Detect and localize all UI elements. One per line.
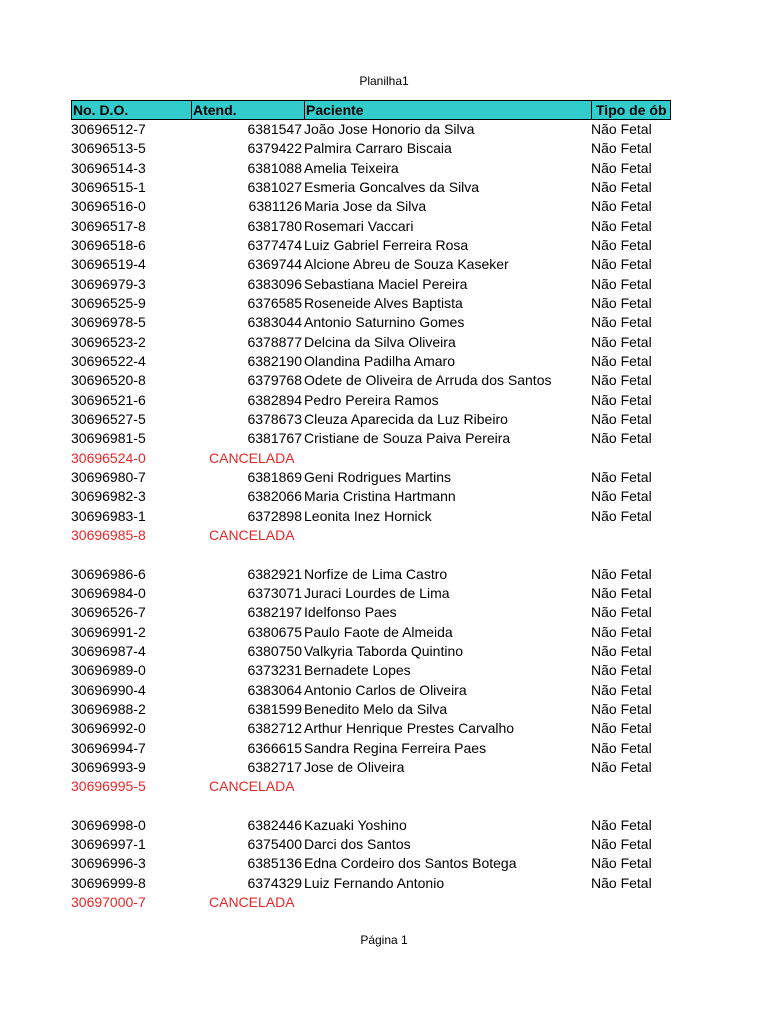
blank-row: [71, 796, 671, 815]
cell-no-do[interactable]: 30696522-4: [71, 352, 146, 369]
cell-paciente[interactable]: Leonita Inez Hornick: [304, 507, 432, 524]
cell-atend[interactable]: 6382921: [247, 565, 302, 582]
cell-tipo[interactable]: Não Fetal: [591, 874, 652, 891]
cell-paciente[interactable]: Esmeria Goncalves da Silva: [304, 178, 480, 195]
cell-no-do[interactable]: 30696989-0: [71, 662, 146, 679]
cell-atend[interactable]: CANCELADA: [209, 449, 295, 466]
cell-atend[interactable]: 6381027: [247, 178, 302, 195]
table-row: [71, 391, 671, 410]
cell-tipo[interactable]: Não Fetal: [591, 623, 652, 640]
cancelled-row: [71, 526, 671, 545]
cell-atend[interactable]: 6373231: [247, 662, 302, 679]
table-row: [71, 758, 671, 777]
cell-no-do[interactable]: 30696988-2: [71, 700, 146, 717]
table-row: [71, 661, 671, 680]
cell-tipo[interactable]: [591, 449, 670, 468]
column-header-atend[interactable]: Atend.: [191, 101, 304, 119]
cell-atend[interactable]: 6382190: [247, 352, 302, 369]
cell-atend[interactable]: 6376585: [247, 294, 302, 311]
cell-atend[interactable]: 6373071: [247, 584, 302, 601]
cell-tipo[interactable]: Não Fetal: [591, 662, 652, 679]
cell-paciente[interactable]: João Jose Honorio da Silva: [304, 121, 475, 137]
table-row: [71, 739, 671, 758]
cell-paciente[interactable]: Amelia Teixeira: [304, 159, 399, 176]
cell-atend[interactable]: 6382717: [247, 758, 302, 775]
cell-paciente[interactable]: Arthur Henrique Prestes Carvalho: [304, 720, 515, 737]
cell-paciente[interactable]: Delcina da Silva Oliveira: [304, 333, 456, 350]
cell-tipo[interactable]: Não Fetal: [591, 275, 652, 292]
cell-atend[interactable]: 6381599: [247, 700, 302, 717]
cell-atend[interactable]: 6369744: [247, 256, 302, 273]
blank-row: [71, 545, 671, 564]
cell-paciente[interactable]: Alcione Abreu de Souza Kaseker: [304, 256, 509, 273]
cell-atend[interactable]: 6375400: [247, 836, 302, 853]
cell-no-do[interactable]: 30696991-2: [71, 623, 146, 640]
cell-paciente[interactable]: [302, 449, 591, 468]
cell-no-do[interactable]: 30696516-0: [71, 198, 146, 215]
cell-paciente[interactable]: Luiz Gabriel Ferreira Rosa: [304, 236, 469, 253]
cell-no-do[interactable]: 30696987-4: [71, 642, 146, 659]
cancelled-row: [71, 449, 671, 468]
table-row: [71, 603, 671, 622]
cell-no-do[interactable]: 30696999-8: [71, 874, 146, 891]
cell-paciente[interactable]: Palmira Carraro Biscaia: [304, 140, 452, 157]
table-row: [71, 816, 671, 835]
table-row: [71, 294, 671, 313]
cell-tipo[interactable]: Não Fetal: [591, 294, 652, 311]
cell-paciente[interactable]: Olandina Padilha Amaro: [304, 352, 455, 369]
cell-no-do[interactable]: 30696979-3: [71, 275, 146, 292]
cell-atend[interactable]: 6382894: [247, 391, 302, 408]
cell-no-do[interactable]: 30696513-5: [71, 140, 146, 157]
cell-paciente[interactable]: Bernadete Lopes: [304, 662, 411, 679]
cell-paciente[interactable]: Sandra Regina Ferreira Paes: [304, 739, 487, 756]
cell-atend[interactable]: 6379422: [247, 140, 302, 157]
cell-no-do[interactable]: 30696986-6: [71, 565, 146, 582]
cell-no-do[interactable]: 30696993-9: [71, 758, 146, 775]
cell-paciente[interactable]: [302, 526, 591, 545]
cell-no-do[interactable]: 30696525-9: [71, 294, 146, 311]
cell-no-do[interactable]: 30696984-0: [71, 584, 146, 601]
cell-tipo[interactable]: Não Fetal: [591, 236, 652, 253]
cell-tipo[interactable]: Não Fetal: [591, 314, 652, 331]
cell-atend[interactable]: 6383096: [247, 275, 302, 292]
cell-paciente[interactable]: [302, 893, 591, 912]
cell-tipo[interactable]: Não Fetal: [591, 372, 652, 389]
cell-paciente[interactable]: Darci dos Santos: [304, 836, 411, 853]
cell-no-do[interactable]: 30696526-7: [71, 604, 146, 621]
cell-tipo[interactable]: Não Fetal: [591, 333, 652, 350]
cell-atend[interactable]: CANCELADA: [209, 778, 295, 795]
cell-tipo[interactable]: Não Fetal: [591, 758, 652, 775]
cell-atend[interactable]: 6378673: [247, 410, 302, 427]
cell-no-do[interactable]: 30696515-1: [71, 178, 146, 195]
table-row: [71, 333, 671, 352]
cell-paciente[interactable]: Rosemari Vaccari: [304, 217, 414, 234]
cell-atend[interactable]: 6372898: [247, 507, 302, 524]
cell-paciente[interactable]: Cristiane de Souza Paiva Pereira: [304, 430, 511, 447]
cell-no-do[interactable]: 30696518-6: [71, 236, 146, 253]
cell-atend[interactable]: 6383064: [247, 681, 302, 698]
cell-paciente[interactable]: Edna Cordeiro dos Santos Botega: [304, 855, 517, 872]
table-row: [71, 700, 671, 719]
table-row: [71, 178, 671, 197]
cell-tipo[interactable]: Não Fetal: [591, 198, 652, 215]
cell-paciente[interactable]: Sebastiana Maciel Pereira: [304, 275, 468, 292]
table-row: [71, 487, 671, 506]
cell-atend[interactable]: 6381780: [247, 217, 302, 234]
cell-no-do[interactable]: 30696990-4: [71, 681, 146, 698]
cell-atend[interactable]: 6382446: [247, 816, 302, 833]
table-row: [71, 217, 671, 236]
cell-paciente[interactable]: Norfize de Lima Castro: [304, 565, 448, 582]
cell-no-do[interactable]: 30696983-1: [71, 507, 146, 524]
cell-tipo[interactable]: [591, 526, 670, 545]
cell-no-do[interactable]: 30696512-7: [71, 121, 146, 137]
table-row: [71, 120, 671, 139]
cell-atend[interactable]: 6381869: [247, 468, 302, 485]
cell-no-do[interactable]: 30696985-8: [71, 526, 146, 543]
cell-paciente[interactable]: Jose de Oliveira: [304, 758, 405, 775]
cell-tipo[interactable]: Não Fetal: [591, 488, 652, 505]
cell-atend[interactable]: 6378877: [247, 333, 302, 350]
table-row: [71, 565, 671, 584]
cell-atend[interactable]: 6382066: [247, 488, 302, 505]
cell-tipo[interactable]: Não Fetal: [591, 642, 652, 659]
cell-paciente[interactable]: Maria Jose da Silva: [304, 198, 427, 215]
cell-no-do[interactable]: 30696996-3: [71, 855, 146, 872]
cell-atend[interactable]: 6379768: [247, 372, 302, 389]
page-title: Planilha1: [359, 74, 409, 88]
table-row: [71, 507, 671, 526]
cell-tipo[interactable]: Não Fetal: [591, 584, 652, 601]
cell-paciente[interactable]: [302, 777, 591, 796]
cell-tipo[interactable]: Não Fetal: [591, 565, 652, 582]
cancelled-row: [71, 777, 671, 796]
table-row: [71, 410, 671, 429]
cell-no-do[interactable]: 30696978-5: [71, 314, 146, 331]
cell-no-do[interactable]: 30696992-0: [71, 720, 146, 737]
cell-tipo[interactable]: Não Fetal: [591, 121, 652, 137]
column-header-tipo[interactable]: Tipo de ób: [591, 101, 670, 119]
table-row: [71, 159, 671, 178]
table-row: [71, 642, 671, 661]
cell-no-do[interactable]: 30696514-3: [71, 159, 146, 176]
cell-atend[interactable]: CANCELADA: [209, 894, 295, 911]
table-row: [71, 255, 671, 274]
cell-tipo[interactable]: Não Fetal: [591, 410, 652, 427]
table-row: [71, 584, 671, 603]
cell-atend[interactable]: 6380750: [247, 642, 302, 659]
cell-tipo[interactable]: Não Fetal: [591, 507, 652, 524]
table-row: [71, 874, 671, 893]
cell-paciente[interactable]: Idelfonso Paes: [304, 604, 397, 621]
cell-paciente[interactable]: Odete de Oliveira de Arruda dos Santos: [304, 372, 552, 389]
cell-tipo[interactable]: Não Fetal: [591, 159, 652, 176]
cell-paciente[interactable]: Luiz Fernando Antonio: [304, 874, 445, 891]
table-row: [71, 854, 671, 873]
cell-paciente[interactable]: Pedro Pereira Ramos: [304, 391, 439, 408]
cell-tipo[interactable]: Não Fetal: [591, 836, 652, 853]
table-body: [71, 120, 671, 912]
cell-paciente[interactable]: Cleuza Aparecida da Luz Ribeiro: [304, 410, 508, 427]
table-row: [71, 197, 671, 216]
cell-paciente[interactable]: Benedito Melo da Silva: [304, 700, 448, 717]
cell-no-do[interactable]: 30696998-0: [71, 816, 146, 833]
cell-no-do[interactable]: 30697000-7: [71, 894, 146, 911]
cell-atend[interactable]: 6382197: [247, 604, 302, 621]
table-row: [71, 236, 671, 255]
cell-atend[interactable]: 6383044: [247, 314, 302, 331]
cell-no-do[interactable]: 30696527-5: [71, 410, 146, 427]
cell-tipo[interactable]: Não Fetal: [591, 256, 652, 273]
cell-tipo[interactable]: Não Fetal: [591, 391, 652, 408]
cell-no-do[interactable]: 30696980-7: [71, 468, 146, 485]
cell-atend[interactable]: 6374329: [247, 874, 302, 891]
cell-no-do[interactable]: 30696519-4: [71, 256, 146, 273]
cell-atend[interactable]: 6380675: [247, 623, 302, 640]
cell-no-do[interactable]: 30696520-8: [71, 372, 146, 389]
cell-tipo[interactable]: Não Fetal: [591, 739, 652, 756]
cell-atend[interactable]: 6382712: [247, 720, 302, 737]
cell-tipo[interactable]: Não Fetal: [591, 816, 652, 833]
cell-paciente[interactable]: Paulo Faote de Almeida: [304, 623, 453, 640]
cell-paciente[interactable]: Antonio Carlos de Oliveira: [304, 681, 467, 698]
cell-tipo[interactable]: [591, 893, 670, 912]
table-row: [71, 835, 671, 854]
cell-tipo[interactable]: Não Fetal: [591, 217, 652, 234]
cancelled-row: [71, 893, 671, 912]
cell-no-do[interactable]: 30696524-0: [71, 449, 146, 466]
table-row: [71, 681, 671, 700]
cell-no-do[interactable]: 30696995-5: [71, 778, 146, 795]
table-row: [71, 468, 671, 487]
cell-atend[interactable]: CANCELADA: [209, 526, 295, 543]
cell-paciente[interactable]: Roseneide Alves Baptista: [304, 294, 463, 311]
table-row: [71, 623, 671, 642]
cell-paciente[interactable]: Geni Rodrigues Martins: [304, 468, 452, 485]
table-row: [71, 139, 671, 158]
cell-no-do[interactable]: 30696981-5: [71, 430, 146, 447]
table-row: [71, 313, 671, 332]
cell-paciente[interactable]: Maria Cristina Hartmann: [304, 488, 456, 505]
cell-no-do[interactable]: 30696521-6: [71, 391, 146, 408]
cell-atend[interactable]: 6381126: [248, 198, 302, 215]
cell-tipo[interactable]: Não Fetal: [591, 720, 652, 737]
cell-tipo[interactable]: Não Fetal: [591, 178, 652, 195]
cell-atend[interactable]: 6377474: [247, 236, 302, 253]
cell-paciente[interactable]: Valkyria Taborda Quintino: [304, 642, 464, 659]
cell-atend[interactable]: 6385136: [247, 855, 302, 872]
cell-tipo[interactable]: Não Fetal: [591, 855, 652, 872]
table-row: [71, 371, 671, 390]
cell-atend[interactable]: 6381547: [247, 121, 302, 137]
column-header-no-do[interactable]: No. D.O.: [73, 102, 129, 118]
cell-atend[interactable]: 6366615: [247, 739, 302, 756]
table-row: [71, 719, 671, 738]
cell-tipo[interactable]: Não Fetal: [591, 700, 652, 717]
column-header-paciente[interactable]: Paciente: [304, 101, 591, 119]
table-row: [71, 275, 671, 294]
page-footer: Página 1: [360, 933, 408, 947]
cell-paciente[interactable]: Juraci Lourdes de Lima: [304, 584, 450, 601]
cell-no-do[interactable]: 30696997-1: [71, 836, 146, 853]
table-row: [71, 352, 671, 371]
cell-paciente[interactable]: Antonio Saturnino Gomes: [304, 314, 465, 331]
cell-tipo[interactable]: Não Fetal: [591, 681, 652, 698]
cell-tipo[interactable]: Não Fetal: [591, 430, 652, 447]
cell-paciente[interactable]: Kazuaki Yoshino: [304, 816, 407, 833]
cell-no-do[interactable]: 30696523-2: [71, 333, 146, 350]
table-header-row: [71, 100, 671, 120]
table-row: [71, 429, 671, 448]
cell-atend[interactable]: 6381767: [247, 430, 302, 447]
cell-tipo[interactable]: Não Fetal: [591, 468, 652, 485]
cell-tipo[interactable]: Não Fetal: [591, 352, 652, 369]
spreadsheet-table: [71, 100, 671, 912]
cell-atend[interactable]: 6381088: [247, 159, 302, 176]
cell-tipo[interactable]: Não Fetal: [591, 140, 652, 157]
cell-no-do[interactable]: 30696517-8: [71, 217, 146, 234]
cell-tipo[interactable]: Não Fetal: [591, 604, 652, 621]
cell-no-do[interactable]: 30696994-7: [71, 739, 146, 756]
cell-no-do[interactable]: 30696982-3: [71, 488, 146, 505]
cell-tipo[interactable]: [591, 777, 670, 796]
